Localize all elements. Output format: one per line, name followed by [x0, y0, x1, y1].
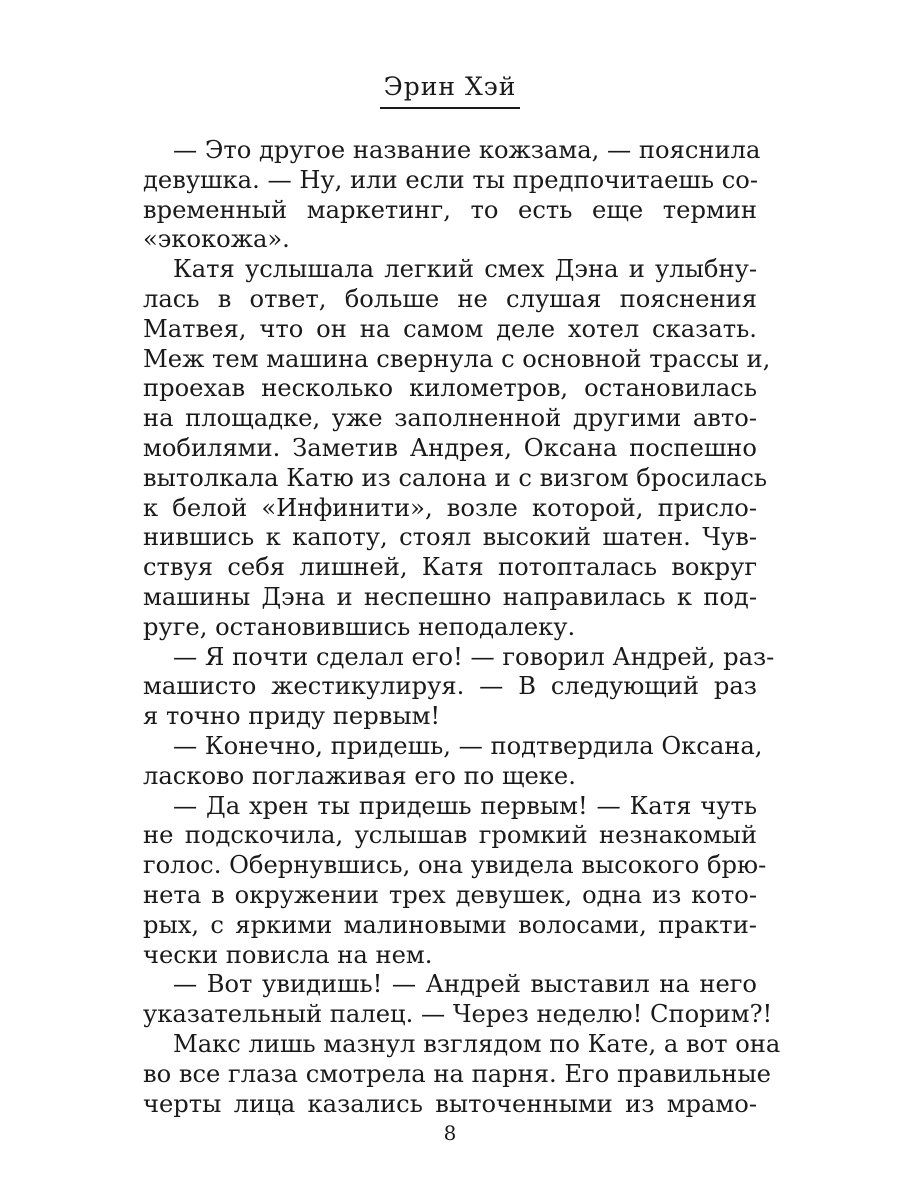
text-line: чески повисла на нем.	[143, 940, 433, 969]
text-line: машины Дэна и неспешно направилась к под-	[143, 582, 757, 611]
text-line: вытолкала Катю из салона и с визгом бросилась	[143, 463, 768, 492]
text-line: машисто жестикулируя. — В следующий раз	[143, 672, 757, 701]
text-line: — Да хрен ты придешь первым! — Катя чуть	[173, 791, 757, 820]
text-line: нившись к капоту, стоял высокий шатен. Чув-	[143, 523, 757, 552]
running-head-author: Эрин Хэй	[380, 72, 521, 109]
text-line: Меж тем машина свернула с основной трассы и,	[143, 344, 771, 373]
text-line: — Это другое название кожзама, — пояснила	[173, 136, 761, 164]
text-line: проехав несколько километров, остановилась	[143, 374, 757, 403]
text-line: не подскочила, услышав громкий незнакомый	[143, 821, 757, 850]
text-line: нета в окружении трех девушек, одна из кото-	[143, 880, 757, 909]
paragraph	[143, 255, 771, 642]
text-line: мобилями. Заметив Андрея, Оксана поспешно	[143, 433, 757, 462]
text-line: во все глаза смотрела на парня. Его правильные	[143, 1059, 771, 1088]
text-line: временный маркетинг, то есть еще термин	[143, 195, 757, 224]
running-head	[0, 72, 900, 109]
text-line: — Конечно, придешь, — подтвердила Оксана,	[173, 731, 763, 760]
text-line: «экокожа».	[143, 225, 290, 254]
paragraph	[143, 791, 767, 971]
paragraph	[143, 1029, 781, 1119]
text-line: рых, с яркими малиновыми волосами, практи-	[143, 910, 757, 939]
text-line: — Я почти сделал его! — говорил Андрей, раз-	[173, 642, 775, 671]
text-line: голос. Обернувшись, она увидела высокого брю-	[143, 851, 767, 880]
text-line: ласково поглаживая его по щеке.	[143, 761, 576, 790]
text-line: указательный палец. — Через неделю! Спорим?!	[143, 1000, 773, 1029]
text-line: — Вот увидишь! — Андрей выставил на него	[173, 970, 757, 999]
text-line: Макс лишь мазнул взглядом по Кате, а вот она	[173, 1029, 781, 1058]
text-line: Катя услышала легкий смех Дэна и улыбну-	[173, 255, 757, 284]
text-line: лась в ответ, больше не слушая пояснения	[143, 284, 757, 313]
text-line: ствуя себя лишней, Катя потопталась вокруг	[143, 553, 757, 582]
paragraph	[143, 136, 761, 255]
page-number: 8	[443, 1121, 457, 1145]
paragraph	[143, 970, 773, 1030]
text-line: девушка. — Ну, или если ты предпочитаешь со-	[143, 165, 759, 194]
paragraph	[143, 642, 775, 732]
page-body-text	[143, 136, 781, 1119]
text-line: к белой «Инфинити», возле которой, присло-	[143, 493, 757, 522]
text-line: черты лица казались выточенными из мрамо-	[143, 1089, 757, 1118]
text-line: руге, остановившись неподалеку.	[143, 612, 576, 641]
text-line: я точно приду первым!	[143, 702, 441, 731]
text-line: на площадке, уже заполненной другими авто-	[143, 404, 757, 433]
paragraph	[143, 731, 763, 792]
text-line: Матвея, что он на самом деле хотел сказать.	[143, 314, 757, 343]
